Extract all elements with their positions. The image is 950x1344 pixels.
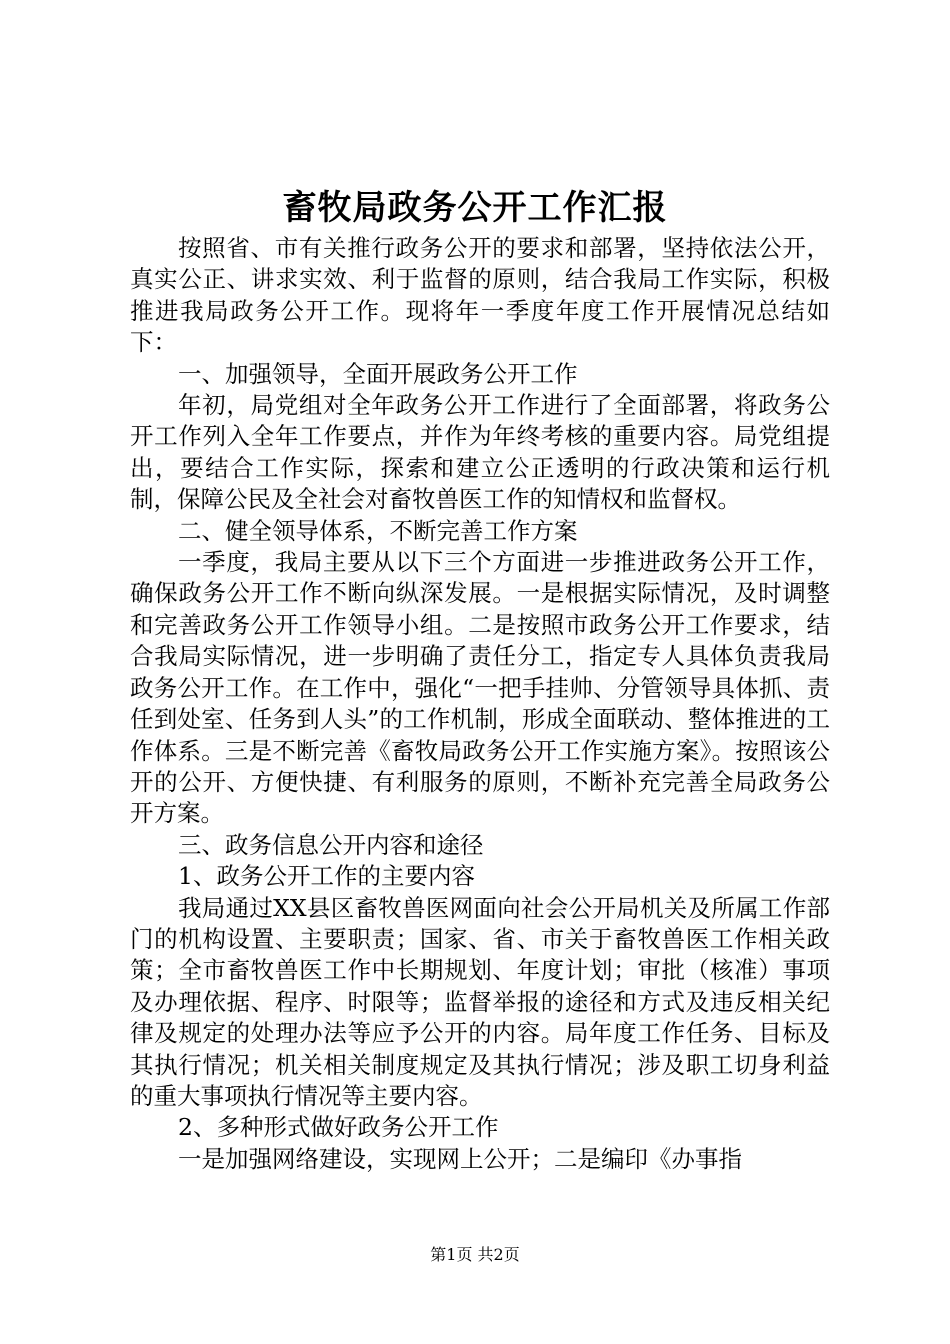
document-title: 畜牧局政务公开工作汇报 [282,188,668,228]
subsection-heading-1: 1、政务公开工作的主要内容 [178,862,475,891]
paragraph-intro: 按照省、市有关推行政务公开的要求和部署，坚持依法公开，真实公正、讲求实效、利于监督的原则，结合我局工作实际，积极推进我局政务公开工作。现将年一季度年度工作开展情况总结如下： [130,234,830,357]
subsection-heading-2: 2、多种形式做好政务公开工作 [178,1113,499,1142]
section-heading-3: 三、政务信息公开内容和途径 [178,830,484,859]
document-body [130,233,830,1175]
section-heading-2: 二、健全领导体系，不断完善工作方案 [178,516,578,545]
paragraph-subsection-2: 一是加强网络建设，实现网上公开；二是编印《办事指 [178,1144,742,1173]
paragraph-section-1: 年初，局党组对全年政务公开工作进行了全面部署，将政务公开工作列入全年工作要点，并作为年终考核的重要内容。局党组提出，要结合工作实际，探索和建立公正透明的行政决策和运行机制，保障公民及全社会对畜牧兽医工作的知情权和监督权。 [130,391,830,514]
page-number-footer: 第1页 共2页 [430,1245,520,1264]
paragraph-section-2: 一季度，我局主要从以下三个方面进一步推进政务公开工作，确保政务公开工作不断向纵深发展。一是根据实际情况，及时调整和完善政务公开工作领导小组。二是按照市政务公开工作要求，结合我局实际情况，进一步明确了责任分工，指定专人具体负责我局政务公开工作。在工作中，强化“一把手挂帅、分管领导具体抓、责任到处室、任务到人头”的工作机制，形成全面联动、整体推进的工作体系。三是不断完善《畜牧局政务公开工作实施方案》。按照该公开的公开、方便快捷、有利服务的原则，不断补充完善全局政务公开方案。 [130,548,830,828]
paragraph-subsection-1: 我局通过XX县区畜牧兽医网面向社会公开局机关及所属工作部门的机构设置、主要职责；国家、省、市关于畜牧兽医工作相关政策；全市畜牧兽医工作中长期规划、年度计划；审批（核准）事项及办理依据、程序、时限等；监督举报的途径和方式及违反相关纪律及规定的处理办法等应予公开的内容。局年度工作任务、目标及其执行情况；机关相关制度规定及其执行情况；涉及职工切身利益的重大事项执行情况等主要内容。 [130,893,830,1110]
section-heading-1: 一、加强领导，全面开展政务公开工作 [178,359,578,388]
